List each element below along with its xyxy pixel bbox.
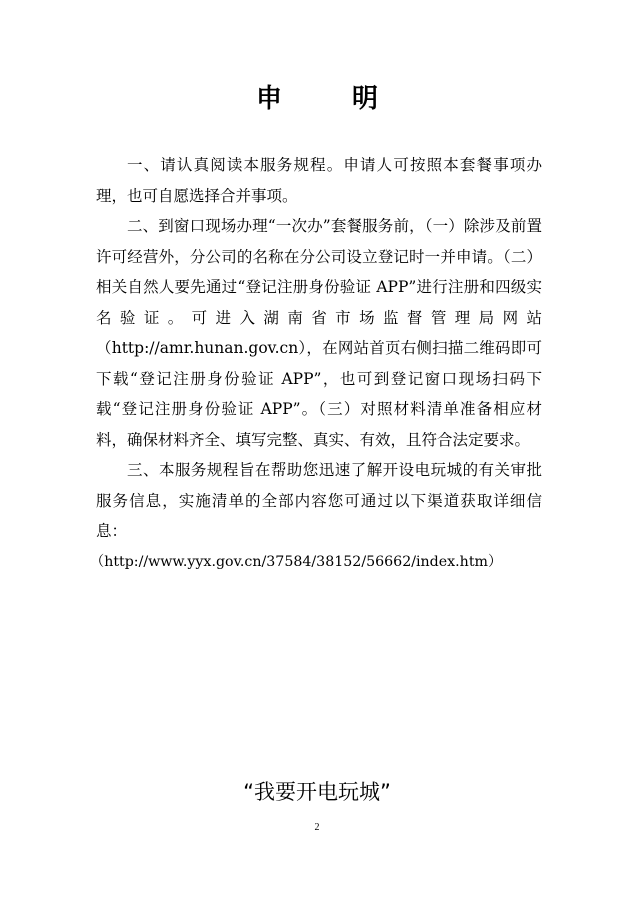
- info-url: （http://www.yyx.gov.cn/37584/38152/56662/index.htm）: [90, 553, 503, 570]
- body-text: [90, 150, 542, 577]
- slogan: “我要开电玩城”: [243, 780, 391, 804]
- paragraph-3: 三、本服务规程旨在帮助您迅速了解开设电玩城的有关审批服务信息，实施清单的全部内容您可通过以下渠道获取详细信息：: [96, 461, 542, 540]
- paragraph-2: 二、到窗口现场办理“一次办”套餐服务前，（一）除涉及前置许可经营外，分公司的名称在分公司设立登记时一并申请。（二）相关自然人要先通过“登记注册身份验证 APP”进行注册和四级实名验证。可进入湖南省市场监督管理局网站（http://amr.hunan.gov.cn），在网站首页右侧扫描二维码即可下载“登记注册身份验证 APP”，也可到登记窗口现场扫码下载“登记注册身份验证 APP”。（三）对照材料清单准备相应材料，确保材料齐全、填写完整、真实、有效，且符合法定要求。: [96, 217, 542, 449]
- paragraph-1: 一、请认真阅读本服务规程。申请人可按照本套餐事项办理，也可自愿选择合并事项。: [96, 156, 542, 205]
- page-number: 2: [314, 822, 320, 833]
- page-title: 申 明: [255, 84, 400, 114]
